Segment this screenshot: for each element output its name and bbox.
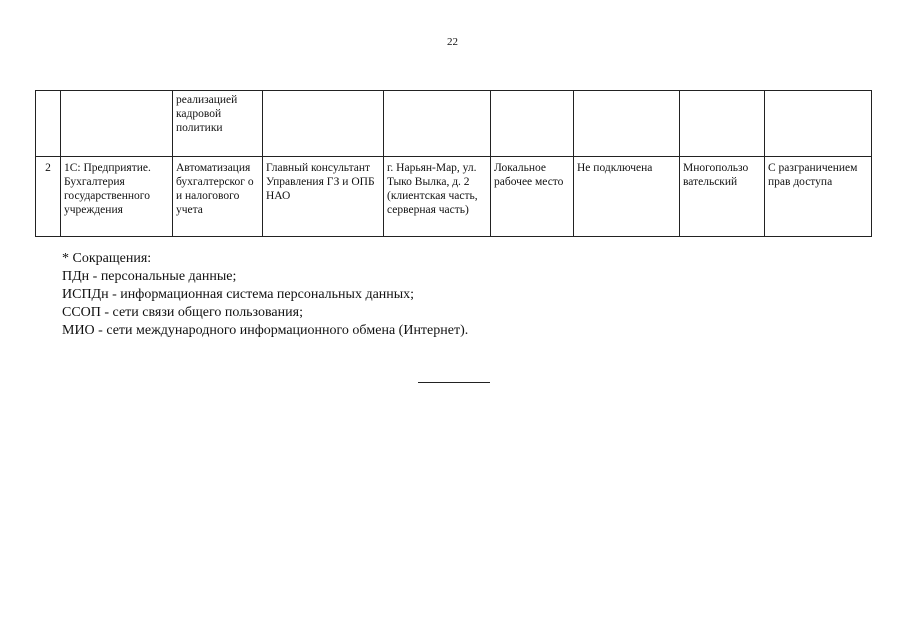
cell-system-name: 1С: Предприятие. Бухгалтерия государственного учреждения <box>61 157 173 237</box>
cell-type <box>491 91 574 157</box>
cell-system-name <box>61 91 173 157</box>
cell-purpose: Автоматизация бухгалтерског о и налогового учета <box>173 157 263 237</box>
note-item: ПДн - персональные данные; <box>62 269 237 284</box>
table-row <box>36 157 872 237</box>
cell-access <box>765 91 872 157</box>
note-item: ССОП - сети связи общего пользования; <box>62 305 303 320</box>
cell-responsible: Главный консультант Управления ГЗ и ОПБ НАО <box>263 157 384 237</box>
cell-connection <box>574 91 680 157</box>
note-item: МИО - сети международного информационного обмена (Интернет). <box>62 323 469 338</box>
cell-connection: Не подключена <box>574 157 680 237</box>
notes-heading: * Сокращения: <box>62 251 152 266</box>
cell-location <box>384 91 491 157</box>
cell-access: С разграничением прав доступа <box>765 157 872 237</box>
cell-number: 2 <box>36 157 61 237</box>
cell-mode <box>680 91 765 157</box>
cell-purpose: реализацией кадровой политики <box>173 91 263 157</box>
cell-location: г. Нарьян-Мар, ул. Тыко Вылка, д. 2 (клиентская часть, серверная часть) <box>384 157 491 237</box>
end-divider <box>418 382 490 383</box>
cell-number <box>36 91 61 157</box>
cell-responsible <box>263 91 384 157</box>
systems-table <box>35 90 872 237</box>
abbreviations-notes <box>62 250 468 340</box>
table-row <box>36 91 872 157</box>
note-item: ИСПДн - информационная система персональных данных; <box>62 287 415 302</box>
cell-type: Локальное рабочее место <box>491 157 574 237</box>
page-number: 22 <box>447 36 458 48</box>
cell-mode: Многопользо вательский <box>680 157 765 237</box>
